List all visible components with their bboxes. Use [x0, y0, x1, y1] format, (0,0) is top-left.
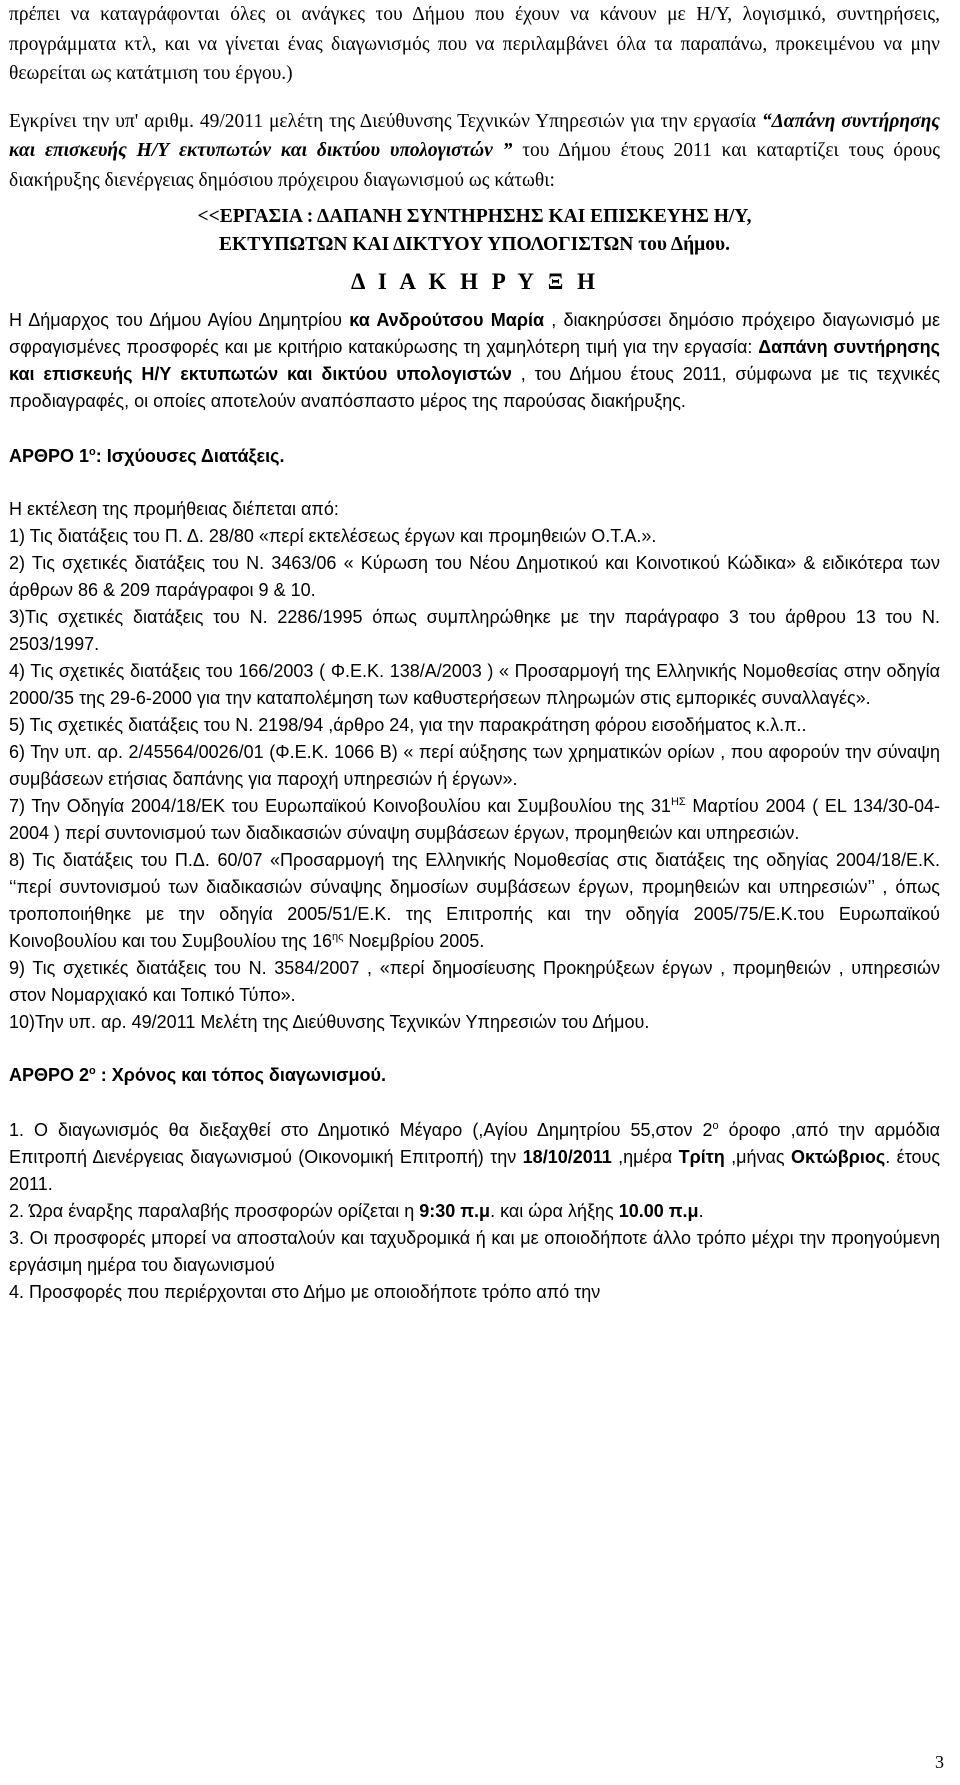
list-item: 5) Τις σχετικές διατάξεις του Ν. 2198/94 ,άρθρο 24, για την παρακράτηση φόρου εισοδήματος κ.λ.π..: [9, 715, 807, 735]
work-title-line-1: <<ΕΡΓΑΣΙΑ : ΔΑΠΑΝΗ ΣΥΝΤΗΡΗΣΗΣ ΚΑΙ ΕΠΙΣΚΕΥΗΣ Η/Υ,: [197, 206, 752, 227]
article-2-sup: ο: [89, 1065, 96, 1077]
declaration-text-c: , του Δήμου έτους 2011, σύμφωνα με τις τεχνικές προδιαγραφές, οι οποίες αποτελούν αναπόσπαστο μέρος της παρούσας διακήρυξης.: [9, 364, 940, 411]
article-1-sup: ο: [89, 446, 96, 458]
article-2-body: [9, 1117, 940, 1306]
list-item-7: [9, 793, 940, 847]
article-1-heading: : Ισχύουσες Διατάξεις.: [95, 446, 285, 466]
list-item: 10)Την υπ. αρ. 49/2011 Μελέτη της Διεύθυνσης Τεχνικών Υπηρεσιών του Δήμου.: [9, 1012, 650, 1032]
declaration-heading: Δ Ι Α Κ Η Ρ Υ Ξ Η: [351, 269, 598, 294]
article-1-title: [9, 443, 940, 470]
list-item-7-text-b: Μαρτίου 2004 ( EL 134/30-04-2004 ) περί συντονισμού των διαδικασιών σύναψη συμβάσεων έργων, προμηθειών και υπηρεσιών.: [9, 796, 940, 843]
declaration-paragraph: [9, 307, 940, 415]
work-title-line-2: ΕΚΤΥΠΩΤΩΝ ΚΑΙ ΔΙΚΤΥΟΥ ΥΠΟΛΟΓΙΣΤΩΝ του Δήμου.: [219, 234, 730, 255]
contest-day: Τρίτη: [678, 1147, 725, 1167]
page-number: 3: [935, 1752, 944, 1772]
approval-paragraph: [9, 107, 940, 196]
declaration-work: Δαπάνη συντήρησης και επισκευής Η/Υ εκτυπωτών και δικτύου υπολογιστών: [9, 337, 941, 384]
contest-date: 18/10/2011: [522, 1147, 612, 1167]
list-item-7-sup: ΗΣ: [670, 796, 686, 808]
list-item: 3)Τις σχετικές διατάξεις του Ν. 2286/1995 όπως συμπληρώθηκε με την παράγραφο 3 του άρθρου 13 του Ν. 2503/1997.: [9, 607, 940, 654]
list-item-7-text-a: 7) Την Οδηγία 2004/18/ΕΚ του Ευρωπαϊκού Κοινοβουλίου και Συμβουλίου της 31: [9, 796, 671, 816]
mayor-name: κα Ανδρούτσου Μαρία: [349, 310, 545, 330]
list-item: 1) Τις διατάξεις του Π. Δ. 28/80 «περί εκτελέσεως έργων και προμηθειών Ο.Τ.Α.».: [9, 526, 657, 546]
article-1-list: [9, 523, 940, 1036]
article-2-paragraph-2: [9, 1198, 940, 1225]
article-2-paragraph-1: [9, 1117, 940, 1198]
article-2-label: ΑΡΘΡΟ 2: [9, 1065, 90, 1085]
list-item: 2) Τις σχετικές διατάξεις του Ν. 3463/06 « Κύρωση του Νέου Δημοτικού και Κοινοτικού Κώδικα» & ειδικότερα των άρθρων 86 & 209 παράγραφοι 9 & 10.: [9, 553, 940, 600]
p1-text-c: ,ημέρα: [611, 1147, 679, 1167]
list-item-8: [9, 847, 940, 955]
p1-text-a: 1. Ο διαγωνισμός θα διεξαχθεί στο Δημοτικό Μέγαρο (,Αγίου Δημητρίου 55,στον 2: [9, 1120, 713, 1140]
declaration-text-b: , διακηρύσσει δημόσιο πρόχειρο διαγωνισμό με σφραγισμένες προσφορές και με κριτήριο κατακύρωσης τη χαμηλότερη τιμή για την εργασία:: [9, 310, 940, 357]
intro-continuation: πρέπει να καταγράφονται όλες οι ανάγκες του Δήμου που έχουν να κάνουν με Η/Υ, λογισμικό, συντηρήσεις, προγράμματα κτλ, και να γίνεται ένας διαγωνισμός που να περιλαμβάνει όλα τα παραπάνω, προκειμένου να μην θεωρείται ως κατάτμιση του έργου.): [9, 4, 940, 84]
p1-sup: ο: [712, 1120, 719, 1132]
end-time: 10.00 π.μ: [618, 1201, 699, 1221]
list-item-8-sup: ης: [332, 931, 344, 943]
p1-text-b: όροφο ,από την αρμόδια Επιτροπή Διενέργειας διαγωνισμού (Οικονομική Επιτροπή) την: [9, 1120, 940, 1167]
approval-text-a: Εγκρίνει την υπ' αριθμ. 49/2011 μελέτη της Διεύθυνσης Τεχνικών Υπηρεσιών για την εργασία: [9, 110, 762, 132]
p2-text-a: 2. Ώρα έναρξης παραλαβής προσφορών ορίζεται η: [9, 1201, 420, 1221]
approval-text-b: του Δήμου έτους 2011 και καταρτίζει τους όρους διακήρυξης διενέργειας δημόσιου πρόχειρου διαγωνισμού ως κάτωθι:: [9, 140, 940, 191]
p1-text-d: ,μήνας: [724, 1147, 791, 1167]
p2-text-b: . και ώρα λήξης: [490, 1201, 619, 1221]
article-2-paragraph-4: 4. Προσφορές που περιέρχονται στο Δήμο με οποιοδήποτε τρόπο από την: [9, 1282, 601, 1302]
approval-work-title: “Δαπάνη συντήρησης και επισκευής Η/Υ εκτυπωτών και δικτύου υπολογιστών ”: [9, 110, 940, 161]
start-time: 9:30 π.μ: [419, 1201, 491, 1221]
declaration-text-a: Η Δήμαρχος του Δήμου Αγίου Δημητρίου: [9, 310, 350, 330]
contest-month: Οκτώβριος: [790, 1147, 886, 1167]
list-item-8-end: Νοεμβρίου 2005.: [343, 931, 485, 951]
article-1-label: ΑΡΘΡΟ 1: [9, 446, 90, 466]
list-item: 4) Τις σχετικές διατάξεις του 166/2003 ( Φ.Ε.Κ. 138/Α/2003 ) « Προσαρμογή της Ελληνικής Νομοθεσίας στην οδηγία 2000/35 της 29-6-2000 για την καταπολέμηση των καθυστερήσεων πληρωμών στις εμπορικές συναλλαγές».: [9, 661, 940, 708]
article-1-lead: Η εκτέλεση της προμήθειας διέπεται από:: [9, 499, 339, 519]
list-item: 6) Την υπ. αρ. 2/45564/0026/01 (Φ.Ε.Κ. 1066 Β) « περί αύξησης των χρηματικών ορίων , που αφορούν την σύναψη συμβάσεων ετήσιας δαπάνης για παροχή υπηρεσιών ή έργων».: [9, 742, 940, 789]
list-item-8-text: 8) Τις διατάξεις του Π.Δ. 60/07 «Προσαρμογή της Ελληνικής Νομοθεσίας στις διατάξεις της οδηγίας 2004/18/Ε.Κ. ‘‘περί συντονισμού των διαδικασιών σύναψης δημοσίων συμβάσεων έργων, προμηθειών και υπηρεσιών’’ , όπως τροποποιήθηκε με την οδηγία 2005/51/Ε.Κ. της Επιτροπής και την οδηγία 2005/75/Ε.Κ.του Ευρωπαϊκού Κοινοβουλίου και του Συμβουλίου της 16: [9, 850, 940, 951]
work-title: [9, 203, 940, 259]
p1-text-e: . έτους 2011.: [9, 1147, 940, 1194]
article-2-title: [9, 1062, 940, 1089]
article-2-heading: : Χρόνος και τόπος διαγωνισμού.: [95, 1065, 386, 1085]
article-2-paragraph-3: 3. Οι προσφορές μπορεί να αποσταλούν και ταχυδρομικά ή και με οποιοδήποτε άλλο τρόπο μέχρι την προηγούμενη εργάσιμη ημέρα του διαγωνισμού: [9, 1228, 940, 1275]
list-item: 9) Τις σχετικές διατάξεις του Ν. 3584/2007 , «περί δημοσίευσης Προκηρύξεων έργων , προμηθειών , υπηρεσιών στον Νομαρχιακό και Τοπικό Τύπο».: [9, 958, 940, 1005]
p2-text-c: .: [698, 1201, 704, 1221]
